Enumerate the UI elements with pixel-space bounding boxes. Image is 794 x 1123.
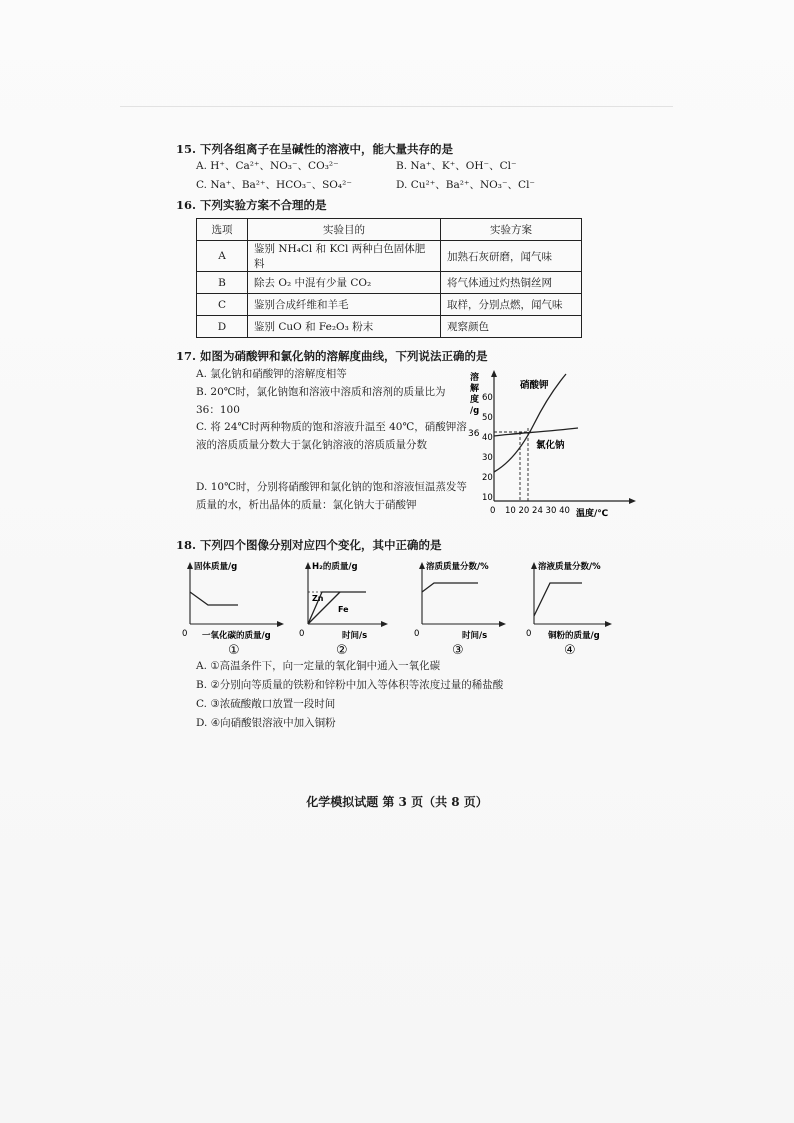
y-label-2: 解	[470, 384, 480, 394]
q15-option-d: D. Cu²⁺、Ba²⁺、NO₃⁻、Cl⁻	[396, 179, 535, 191]
row-purpose: 鉴别 CuO 和 Fe₂O₃ 粉末	[248, 316, 441, 338]
header-purpose: 实验目的	[248, 219, 441, 241]
graph-4-origin: 0	[526, 629, 532, 639]
q17-option-c: C. 将 24℃时两种物质的饱和溶液升温至 40℃，硝酸钾溶液的溶质质量分数大于氯化钠溶液的溶质质量分数	[196, 421, 467, 451]
q17-option-a: A. 氯化钠和硝酸钾的溶解度相等	[196, 368, 347, 380]
x-axis-arrow	[629, 498, 636, 504]
graph-4-xlabel: 铜粉的质量/g	[548, 631, 600, 641]
nacl-label: 氯化钠	[536, 440, 565, 451]
row-option: C	[197, 294, 248, 316]
graph-3-origin: 0	[414, 629, 420, 639]
x-ticks: 10 20 24 30 40	[505, 506, 570, 516]
y-tick-30: 30	[482, 453, 493, 463]
row-option: D	[197, 316, 248, 338]
graph-2-zn-label: Zn	[312, 594, 324, 603]
graph-3	[412, 558, 512, 656]
row-option: A	[197, 241, 248, 272]
graph-1-xlabel: 一氧化碳的质量/g	[202, 631, 271, 641]
solubility-chart	[468, 368, 640, 518]
y-label-1: 溶	[470, 373, 480, 383]
graph-2-origin: 0	[299, 629, 305, 639]
row-plan: 取样，分别点燃，闻气味	[441, 294, 582, 316]
graph-4-ylabel: 溶液质量分数/%	[538, 562, 601, 572]
q18-option-c: C. ③浓硫酸敞口放置一段时间	[196, 698, 336, 710]
table-row	[197, 316, 582, 338]
graph-4-line	[534, 583, 582, 616]
graph-1	[180, 558, 290, 656]
graph-1-ylabel: 固体质量/g	[194, 562, 238, 572]
row-purpose: 鉴别 NH₄Cl 和 KCl 两种白色固体肥料	[248, 241, 441, 272]
row-plan: 观察颜色	[441, 316, 582, 338]
q17-option-d: D. 10℃时，分别将硝酸钾和氯化钠的饱和溶液恒温蒸发等质量的水，析出晶体的质量：氯化钠大于硝酸钾	[196, 481, 467, 511]
graph-2	[300, 558, 400, 656]
header-option: 选项	[197, 219, 248, 241]
q15-option-c: C. Na⁺、Ba²⁺、HCO₃⁻、SO₄²⁻	[196, 179, 352, 191]
graph-1-number: ①	[228, 643, 240, 658]
page-footer: 化学模拟试题 第 3 页（共 8 页）	[306, 795, 488, 809]
q16-table	[196, 218, 582, 338]
y-tick-10: 10	[482, 493, 493, 503]
graph-3-xlabel: 时间/s	[462, 631, 488, 641]
y-label-3: 度	[470, 395, 480, 405]
graph-4-number: ④	[564, 643, 576, 658]
q15-option-a: A. H⁺、Ca²⁺、NO₃⁻、CO₃²⁻	[196, 160, 339, 172]
q18-option-b: B. ②分别向等质量的铁粉和锌粉中加入等体积等浓度过量的稀盐酸	[196, 679, 504, 691]
row-plan: 加熟石灰研磨，闻气味	[441, 241, 582, 272]
graph-1-line	[190, 592, 238, 605]
q17-option-b: B. 20℃时，氯化钠饱和溶液中溶质和溶剂的质量比为 36：100	[196, 386, 446, 416]
graph-1-origin: 0	[182, 629, 188, 639]
y-tick-60: 60	[482, 393, 493, 403]
x-tick-origin: 0	[490, 506, 496, 516]
q15-title: 15. 下列各组离子在呈碱性的溶液中，能大量共存的是	[176, 142, 454, 156]
q18-option-d: D. ④向硝酸银溶液中加入铜粉	[196, 717, 336, 729]
table-header-row	[197, 219, 582, 241]
q16-title: 16. 下列实验方案不合理的是	[176, 198, 327, 212]
y-tick-20: 20	[482, 473, 493, 483]
kno3-label: 硝酸钾	[520, 380, 549, 391]
row-purpose: 鉴别合成纤维和羊毛	[248, 294, 441, 316]
graph-4	[524, 558, 624, 656]
q17-title: 17. 如图为硝酸钾和氯化钠的溶解度曲线，下列说法正确的是	[176, 349, 488, 363]
q15-option-b: B. Na⁺、K⁺、OH⁻、Cl⁻	[396, 160, 517, 172]
row-plan: 将气体通过灼热铜丝网	[441, 272, 582, 294]
row-option: B	[197, 272, 248, 294]
graph-3-number: ③	[452, 643, 464, 658]
top-divider	[120, 106, 673, 107]
graph-3-ylabel: 溶质质量分数/%	[426, 562, 489, 572]
table-row	[197, 294, 582, 316]
table-row	[197, 241, 582, 272]
header-plan: 实验方案	[441, 219, 582, 241]
y-tick-36: 36	[468, 429, 480, 439]
row-purpose: 除去 O₂ 中混有少量 CO₂	[248, 272, 441, 294]
q18-title: 18. 下列四个图像分别对应四个变化，其中正确的是	[176, 538, 442, 552]
y-axis-arrow	[491, 370, 497, 377]
y-label-4: /g	[470, 406, 480, 416]
q18-option-a: A. ①高温条件下，向一定量的氧化铜中通入一氧化碳	[196, 660, 441, 672]
graph-3-line	[422, 583, 478, 592]
graph-2-xlabel: 时间/s	[342, 631, 368, 641]
graph-2-ylabel: H₂的质量/g	[312, 562, 358, 572]
y-tick-40: 40	[482, 433, 493, 443]
y-tick-50: 50	[482, 413, 493, 423]
x-label: 温度/℃	[576, 509, 609, 519]
table-row	[197, 272, 582, 294]
graph-2-number: ②	[336, 643, 348, 658]
graph-2-fe-label: Fe	[338, 605, 349, 614]
